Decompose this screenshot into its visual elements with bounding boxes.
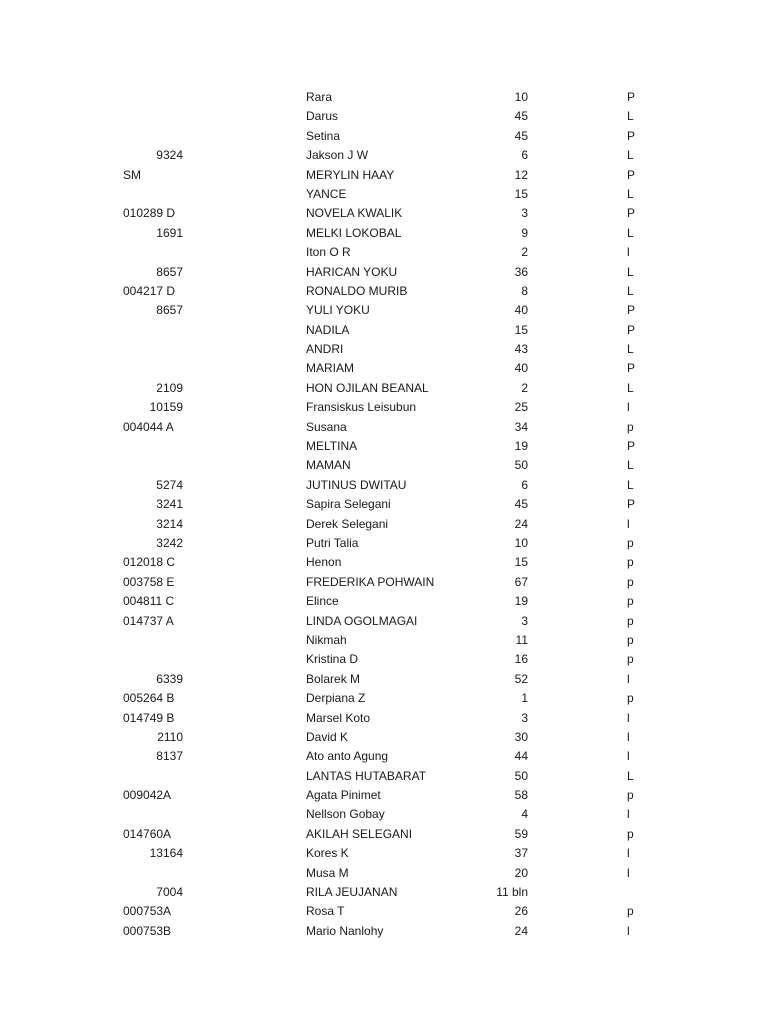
gender-code: p — [627, 555, 634, 570]
gender-code: P — [627, 439, 636, 454]
table-row — [0, 709, 768, 728]
person-name: Setina — [306, 128, 341, 143]
person-name: LINDA OGOLMAGAI — [306, 613, 418, 628]
table-row — [0, 689, 768, 708]
gender-code: l — [627, 516, 630, 531]
age-value: 15 — [514, 322, 528, 337]
table-row — [0, 127, 768, 146]
age-value: 43 — [514, 342, 528, 357]
person-name: Sapira Selegani — [306, 497, 391, 512]
person-name: MAMAN — [306, 458, 351, 473]
table-row — [0, 864, 768, 883]
record-id: 005264 B — [123, 691, 175, 706]
age-value: 10 — [514, 535, 528, 550]
age-value: 12 — [514, 167, 528, 182]
table-row — [0, 902, 768, 921]
person-name: LANTAS HUTABARAT — [306, 768, 427, 783]
record-id: 004811 C — [123, 594, 175, 609]
person-name: NADILA — [306, 322, 350, 337]
gender-code: p — [627, 535, 634, 550]
person-name: Henon — [306, 555, 342, 570]
gender-code: l — [627, 729, 630, 744]
table-row — [0, 844, 768, 863]
table-row — [0, 340, 768, 359]
person-name: MARIAM — [306, 361, 354, 376]
record-id: 1691 — [156, 225, 183, 240]
record-id: 6339 — [156, 671, 183, 686]
gender-code: P — [627, 167, 636, 182]
person-name: RILA JEUJANAN — [306, 885, 398, 900]
data-sheet — [0, 88, 768, 941]
gender-code: p — [627, 652, 634, 667]
age-value: 50 — [514, 768, 528, 783]
age-value: 8 — [521, 283, 528, 298]
record-id: 2109 — [156, 380, 183, 395]
record-id: 10159 — [149, 400, 183, 415]
age-value: 26 — [514, 904, 528, 919]
table-row — [0, 553, 768, 572]
record-id: 13164 — [149, 846, 183, 861]
person-name: Darus — [306, 109, 339, 124]
age-value: 15 — [514, 186, 528, 201]
person-name: Agata Pinimet — [306, 788, 381, 803]
gender-code: L — [627, 109, 634, 124]
person-name: NOVELA KWALIK — [306, 206, 403, 221]
gender-code: P — [627, 361, 636, 376]
person-name: Elince — [306, 594, 339, 609]
gender-code: l — [627, 245, 630, 260]
record-id: 014749 B — [123, 710, 175, 725]
record-id: 8657 — [156, 303, 183, 318]
gender-code: l — [627, 710, 630, 725]
age-value: 24 — [514, 516, 528, 531]
person-name: Jakson J W — [306, 148, 369, 163]
gender-code: P — [627, 206, 636, 221]
person-name: Musa M — [306, 865, 349, 880]
age-value: 11 bln — [496, 885, 528, 900]
gender-code: P — [627, 303, 636, 318]
gender-code: l — [627, 749, 630, 764]
gender-code: P — [627, 128, 636, 143]
age-value: 40 — [514, 361, 528, 376]
gender-code: L — [627, 342, 634, 357]
table-row — [0, 767, 768, 786]
person-name: Susana — [306, 419, 347, 434]
record-id: 003758 E — [123, 574, 175, 589]
record-id: 000753A — [123, 904, 172, 919]
person-name: YANCE — [306, 186, 347, 201]
age-value: 44 — [514, 749, 528, 764]
table-row — [0, 379, 768, 398]
age-value: 11 — [515, 632, 528, 647]
gender-code: l — [627, 807, 630, 822]
person-name: David K — [306, 729, 349, 744]
person-name: Nikmah — [306, 632, 347, 647]
person-name: Bolarek M — [306, 671, 361, 686]
gender-code: P — [627, 322, 636, 337]
person-name: Iton O R — [306, 245, 351, 260]
table-row — [0, 88, 768, 107]
gender-code: L — [627, 458, 634, 473]
age-value: 52 — [514, 671, 528, 686]
person-name: HARICAN YOKU — [306, 264, 398, 279]
age-value: 2 — [521, 245, 528, 260]
table-row — [0, 515, 768, 534]
person-name: HON OJILAN BEANAL — [306, 380, 429, 395]
table-row — [0, 883, 768, 902]
person-name: ANDRI — [306, 342, 344, 357]
age-value: 19 — [514, 594, 528, 609]
table-row — [0, 204, 768, 223]
person-name: Derek Selegani — [306, 516, 389, 531]
age-value: 15 — [514, 555, 528, 570]
person-name: Kristina D — [306, 652, 359, 667]
age-value: 20 — [514, 865, 528, 880]
age-value: 10 — [514, 90, 528, 104]
age-value: 3 — [521, 206, 528, 221]
person-name: Putri Talia — [306, 535, 359, 550]
table-row — [0, 437, 768, 456]
table-row — [0, 728, 768, 747]
person-name: Marsel Koto — [306, 710, 371, 725]
person-name: Mario Nanlohy — [306, 923, 384, 938]
age-value: 50 — [514, 458, 528, 473]
table-row — [0, 650, 768, 669]
gender-code: p — [627, 632, 634, 647]
person-name: FREDERIKA POHWAIN — [306, 574, 435, 589]
table-row — [0, 573, 768, 592]
record-id: 7004 — [156, 885, 183, 900]
age-value: 1 — [521, 691, 528, 706]
table-row — [0, 146, 768, 165]
age-value: 45 — [514, 109, 528, 124]
age-value: 16 — [514, 652, 528, 667]
gender-code: p — [627, 691, 634, 706]
table-row — [0, 359, 768, 378]
record-id: 2110 — [157, 729, 183, 744]
gender-code: l — [627, 846, 630, 861]
person-name: Ato anto Agung — [306, 749, 389, 764]
person-name: Derpiana Z — [306, 691, 366, 706]
person-name: Fransiskus Leisubun — [306, 400, 417, 415]
person-name: Nellson Gobay — [306, 807, 385, 822]
gender-code: p — [627, 788, 634, 803]
table-row — [0, 224, 768, 243]
age-value: 2 — [521, 380, 528, 395]
person-name: MELTINA — [306, 439, 358, 454]
age-value: 4 — [521, 807, 528, 822]
age-value: 45 — [514, 128, 528, 143]
gender-code: L — [627, 283, 634, 298]
table-row — [0, 670, 768, 689]
gender-code: p — [627, 904, 634, 919]
record-id: 3241 — [156, 497, 183, 512]
record-id: 9324 — [156, 148, 183, 163]
table-row — [0, 243, 768, 262]
age-value: 59 — [514, 826, 528, 841]
gender-code: p — [627, 419, 634, 434]
table-row — [0, 805, 768, 824]
age-value: 40 — [514, 303, 528, 318]
table-row — [0, 263, 768, 282]
record-id: 000753B — [123, 923, 172, 938]
table-row — [0, 185, 768, 204]
record-id: 014760A — [123, 826, 172, 841]
gender-code: L — [627, 148, 634, 163]
table-row — [0, 495, 768, 514]
age-value: 45 — [514, 497, 528, 512]
table-row — [0, 631, 768, 650]
record-id: 010289 D — [123, 206, 176, 221]
person-name: MERYLIN HAAY — [306, 167, 395, 182]
gender-code: P — [627, 90, 636, 104]
person-name: JUTINUS DWITAU — [306, 477, 407, 492]
person-name: AKILAH SELEGANI — [306, 826, 413, 841]
age-value: 25 — [514, 400, 528, 415]
age-value: 9 — [521, 225, 528, 240]
table-row — [0, 534, 768, 553]
table-row — [0, 612, 768, 631]
table-row — [0, 398, 768, 417]
record-id: 012018 C — [123, 555, 176, 570]
record-id: SM — [123, 167, 141, 182]
table-row — [0, 747, 768, 766]
table-row — [0, 592, 768, 611]
table-row — [0, 321, 768, 340]
gender-code: L — [627, 768, 634, 783]
table-row — [0, 301, 768, 320]
age-value: 30 — [514, 729, 528, 744]
age-value: 37 — [514, 846, 528, 861]
age-value: 6 — [521, 477, 528, 492]
age-value: 3 — [521, 710, 528, 725]
record-id: 004217 D — [123, 283, 176, 298]
person-name: Rosa T — [306, 904, 345, 919]
gender-code: L — [627, 264, 634, 279]
age-value: 19 — [514, 439, 528, 454]
gender-code: p — [627, 613, 634, 628]
age-value: 34 — [514, 419, 528, 434]
record-id: 8137 — [156, 749, 183, 764]
gender-code: p — [627, 594, 634, 609]
record-id: 8657 — [156, 264, 183, 279]
table-row — [0, 107, 768, 126]
gender-code: P — [627, 497, 636, 512]
age-value: 67 — [514, 574, 528, 589]
table-row — [0, 456, 768, 475]
age-value: 36 — [514, 264, 528, 279]
gender-code: L — [627, 380, 634, 395]
table-row — [0, 825, 768, 844]
record-id: 004044 A — [123, 419, 174, 434]
record-id: 3242 — [156, 535, 183, 550]
gender-code: L — [627, 477, 634, 492]
person-name: YULI YOKU — [306, 303, 370, 318]
record-id: 3214 — [156, 516, 183, 531]
gender-code: l — [627, 865, 630, 880]
gender-code: l — [627, 400, 630, 415]
person-name: MELKI LOKOBAL — [306, 225, 402, 240]
age-value: 58 — [514, 788, 528, 803]
table-row — [0, 476, 768, 495]
age-value: 24 — [514, 923, 528, 938]
person-name: Kores K — [306, 846, 349, 861]
gender-code: p — [627, 574, 634, 589]
age-value: 3 — [521, 613, 528, 628]
table-row — [0, 418, 768, 437]
person-name: RONALDO MURIB — [306, 283, 408, 298]
gender-code: L — [627, 225, 634, 240]
gender-code: l — [627, 671, 630, 686]
gender-code: p — [627, 826, 634, 841]
table-row — [0, 282, 768, 301]
table-row — [0, 786, 768, 805]
gender-code: l — [627, 923, 630, 938]
table-row — [0, 166, 768, 185]
gender-code: L — [627, 186, 634, 201]
table-row — [0, 922, 768, 941]
record-id: 014737 A — [123, 613, 174, 628]
person-name: Rara — [306, 90, 333, 104]
record-id: 5274 — [156, 477, 183, 492]
record-id: 009042A — [123, 788, 172, 803]
age-value: 6 — [521, 148, 528, 163]
